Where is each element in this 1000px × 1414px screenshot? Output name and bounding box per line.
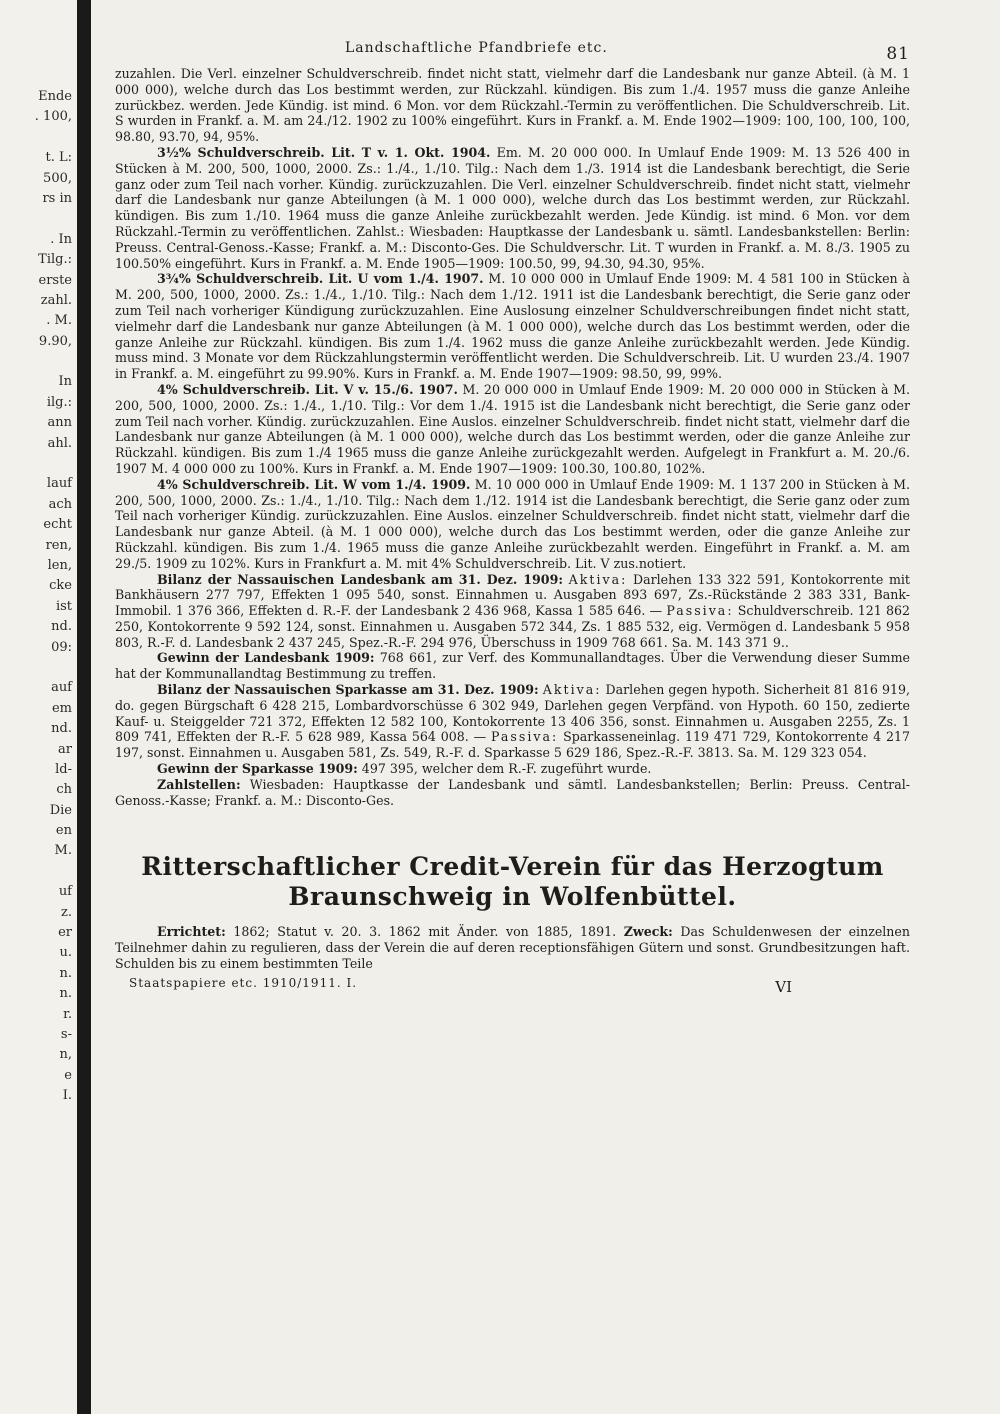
text-run: 1862; Statut v. 20. 3. 1862 mit Änder. von 1885, 1891. — [225, 924, 624, 940]
page-number: 81 — [886, 44, 910, 64]
document-page — [115, 30, 910, 996]
margin-fragment: ld- — [55, 761, 72, 777]
text-run: Em. M. 20 000 000. In Umlauf Ende 1909: M. 13 526 400 in Stücken à M. 200, 500, 1000, 2000. Zs.: 1./4., 1./10. Tilg.: Nach dem 1./3. 1914 ist die Landesbank berechtigt, die Serie ganz oder zum Teil nach vorher. Kündig. zurückzuzahlen. Die Verl. einzelner Schuldverschreib. findet nicht statt, vielmehr darf die Landesbank nur ganze Abteilungen (à M. 1 000 000), welche durch das Los bestimmt werden, zur Rückzahl. kündigen. Bis zum 1./10. 1964 muss die ganze Anleihe zurückbezahlt werden. Jede Kündig. ist mind. 6 Mon. vor dem Rückzahl.-Termin zu veröffentlichen. Zahlst.: Wiesbaden: Hauptkasse der Landesbank u. sämtl. Landesbankstellen: Berlin: Preuss. Central-Genoss.-Kasse; Frankf. a. M.: Disconto-Ges. Die Schuldverschr. Lit. T wurden in Frankf. a. M. 8./3. 1905 zu 100.50% eingeführt. Kurs in Frankf. a. M. Ende 1905—1909: 100.50, 99, 94.30, 94.30, 95%. — [115, 144, 910, 271]
margin-fragment: . M. — [46, 313, 72, 329]
margin-fragment — [0, 659, 76, 679]
paragraph-errichtet — [115, 924, 910, 971]
margin-fragment: In — [58, 374, 72, 390]
entry-heading: Bilanz der Nassauischen Landesbank am 31. Dez. 1909: — [157, 571, 563, 587]
margin-fragment: e — [64, 1067, 72, 1083]
sheet-number: VI — [775, 977, 792, 996]
entry-heading: Zweck: — [623, 924, 673, 940]
body-text — [115, 66, 910, 808]
paragraph-lit-s-continuation — [115, 66, 910, 145]
aktiva-label: Aktiva: — [568, 571, 628, 587]
margin-fragment: 500, — [43, 170, 72, 186]
section-title-line-2: Braunschweig in Wolfenbüttel. — [288, 882, 737, 912]
page-header — [115, 30, 910, 66]
text-run: M. 10 000 000 in Umlauf Ende 1909: M. 1 137 200 in Stücken à M. 200, 500, 1000, 2000. Zs.: 1./4., 1./10. Tilg.: Nach dem 1./12. 1914 ist die Landesbank berechtigt, die Serie ganz oder zum Teil nach vorheriger Kündig. zurückzuzahlen. Eine Auslos. einzelner Schuldverschreib. findet nicht statt, vielmehr darf die Landesbank nur ganze Abteil. (à M. 1 000 000), welche durch das Los bestimmt werden, oder die ganze Anleihe zur Rückzahl. kündigen. Bis zum 1./4. 1965 muss die ganze Anleihe zurückbezahlt werden. Eingeführt in Frankf. a. M. am 29./5. 1909 zu 102%. Kurs in Frankfurt a. M. mit 4% Schuldverschreib. Lit. V zus.notiert. — [115, 476, 910, 571]
margin-fragment: Ende — [38, 89, 72, 104]
margin-fragment: n. — [59, 965, 72, 981]
margin-fragment: rs in — [42, 190, 72, 206]
margin-fragment: I. — [62, 1088, 72, 1104]
binding-shadow — [77, 0, 91, 1414]
margin-fragment: echt — [43, 517, 72, 533]
margin-fragment: . In — [50, 231, 72, 247]
margin-fragment: er — [58, 925, 72, 941]
margin-fragment: u. — [59, 945, 72, 961]
aktiva-label: Aktiva: — [542, 682, 602, 698]
margin-fragment: zahl. — [40, 292, 72, 308]
margin-fragment: n, — [59, 1047, 72, 1063]
margin-fragment: ch — [56, 782, 72, 798]
paragraph-bilanz-sparkasse — [115, 682, 910, 761]
margin-fragment: ren, — [45, 537, 72, 553]
footer-signature: Staatspapiere etc. 1910/1911. I. — [129, 975, 358, 990]
text-run: Das Schuldenwesen der einzelnen Teilnehmer dahin zu regulieren, dass der Verein die auf deren receptionsfähigen Gütern und sonst. Grundbesitzungen haft. Schulden bis zu einem bestimmten Teile — [115, 924, 910, 972]
entry-heading: Bilanz der Nassauischen Sparkasse am 31. Dez. 1909: — [157, 682, 539, 698]
text-run: zuzahlen. Die Verl. einzelner Schuldverschreib. findet nicht statt, vielmehr darf die Landesbank nur ganze Abteil. (à M. 1 000 000), welche durch das Los bestimmt werden, zur Rückzahl. kündigen. Bis zum 1./4. 1957 muss die ganze Anleihe zurückbez. werden. Jede Kündig. ist mind. 6 Mon. vor dem Rückzahl.-Termin zu veröffentlichen. Die Schuldverschreib. Lit. S wurden in Frankf. a. M. am 24./12. 1902 zu 100% eingeführt. Kurs in Frankf. a. M. Ende 1902—1909: 100, 100, 100, 100, 98.80, 93.70, 94, 95%. — [115, 66, 910, 145]
margin-fragment — [0, 210, 76, 230]
margin-fragment: t. L: — [45, 150, 72, 166]
margin-fragment: ann — [47, 415, 72, 431]
entry-heading: 3½% Schuldverschreib. Lit. T v. 1. Okt. 1904. — [157, 144, 491, 160]
margin-fragment: nd. — [51, 619, 72, 635]
margin-fragment: M. — [54, 843, 72, 859]
paragraph-zahlstellen — [115, 777, 910, 809]
margin-fragment: ar — [58, 741, 72, 757]
page-gutter — [0, 0, 92, 1414]
paragraph-lit-v — [115, 382, 910, 477]
text-run: M. 10 000 000 in Umlauf Ende 1909: M. 4 581 100 in Stücken à M. 200, 500, 1000, 2000. Zs.: 1./4., 1./10. Tilg.: Nach dem 1./12. 1911 ist die Landesbank berechtigt, die Serie ganz oder zum Teil nach vorheriger Kündigung zurückzuzahlen. Eine Auslosung einzelner Schuldverschreibungen findet nicht statt, vielmehr darf die Landesbank nur ganze Abteilungen (à M. 1 000 000), welche durch das Los bestimmt werden, oder die ganze Anleihe zur Rückzahl. kündigen. Bis zum 1./4. 1962 muss die ganze Anleihe zurückbezahlt werden. Jede Kündig. muss mind. 3 Monate vor dem Rückzahlungstermin veröffentlicht werden. Die Schuldverschreib. Lit. U wurden 23./4. 1907 in Frankf. a. M. eingeführt zu 99.90%. Kurs in Frankf. a. M. Ende 1907—1909: 98.50, 99, 99%. — [115, 271, 910, 382]
margin-fragment — [0, 129, 76, 149]
page-footer — [115, 974, 910, 996]
entry-heading: 3¾% Schuldverschreib. Lit. U vom 1./4. 1907. — [157, 271, 484, 287]
margin-fragment: cke — [49, 578, 72, 594]
margin-fragment: lauf — [46, 476, 72, 492]
margin-fragment: em — [51, 700, 72, 716]
margin-fragment: Tilg.: — [38, 252, 72, 268]
passiva-label: Passiva: — [666, 603, 734, 619]
entry-heading: 4% Schuldverschreib. Lit. V v. 15./6. 1907. — [157, 381, 458, 397]
margin-fragment: en — [55, 823, 72, 839]
paragraph-gewinn-landesbank — [115, 650, 910, 682]
margin-fragment: erste — [38, 272, 72, 288]
text-run: Wiesbaden: Hauptkasse der Landesbank und sämtl. Landesbankstellen; Berlin: Preuss. Central-Genoss.-Kasse; Frankf. a. M.: Disconto-Ges. — [115, 776, 910, 808]
section-body — [115, 924, 910, 971]
margin-fragment: len, — [47, 557, 72, 573]
text-run: Schuldverschreib. 121 862 250, Kontokorrente 9 592 124, sonst. Einnahmen u. Ausgaben 572 344, Zs. 1 885 532, eig. Vermögen d. Landesbank 5 958 803, R.-F. d. Landesbank 2 437 245, Spez.-R.-F. 294 976, Überschuss in 1909 768 661. Sa. M. 143 371 9.. — [115, 603, 911, 650]
margin-fragment: s- — [60, 1026, 72, 1042]
text-run: Darlehen 133 322 591, Kontokorrente mit Bankhäusern 277 797, Effekten 1 095 540, sonst. Einnahmen u. Ausgaben 893 697, Zs.-Rückstände 2 383 331, Bank-Immobil. 1 376 366, Effekten d. R.-F. der Landesbank 2 436 968, Kassa 1 585 646. — — [115, 571, 910, 619]
section-title-line-1: Ritterschaftlicher Credit-Verein für das Herzogtum — [141, 852, 884, 882]
margin-fragment: ist — [55, 598, 72, 614]
margin-fragment: . 100, — [34, 109, 72, 125]
running-title: Landschaftliche Pfandbriefe etc. — [345, 40, 608, 56]
entry-heading: Errichtet: — [157, 924, 226, 940]
text-run: Darlehen gegen hypoth. Sicherheit 81 816 919, do. gegen Bürgschaft 6 428 215, Lombardvorschüsse 6 302 949, Darlehen gegen Verpfänd. von Hypoth. 60 150, zedierte Kauf- u. Steiggelder 721 372, Effekten 12 582 100, Kontokorrente 13 406 356, sonst. Einnahmen u. Ausgaben 2255, Zs. 1 809 741, Effekten der R.-F. 5 628 989, Kassa 564 008. — — [115, 682, 910, 745]
text-run: M. 20 000 000 in Umlauf Ende 1909: M. 20 000 000 in Stücken à M. 200, 500, 1000, 2000. Zs.: 1./4., 1./10. Tilg.: Vor dem 1./4. 1915 ist die Landesbank nicht berechtigt, die Serie ganz oder zum Teil nach vorher. Kündig. zurückzuzahlen. Eine Auslos. einzelner Schuldverschreib. findet nicht statt, vielmehr darf die Landesbank nur ganze Abteilungen (à M. 1 000 000), welche durch das Los bestimmt werden, oder die ganze Anleihe zur Rückzahl. kündigen. Bis zum 1./4 1965 muss die ganze Anleihe zurückgezahlt werden. Aufgelegt in Frankfurt a. M. 20./6. 1907 M. 4 000 000 zu 100%. Kurs in Frankf. a. M. Ende 1907—1909: 100.30, 100.80, 102%. — [115, 381, 910, 476]
margin-fragment — [0, 863, 76, 883]
paragraph-bilanz-landesbank — [115, 572, 910, 651]
entry-heading: 4% Schuldverschreib. Lit. W vom 1./4. 1909. — [157, 476, 471, 492]
margin-fragment: Die — [49, 802, 72, 818]
paragraph-lit-w — [115, 477, 910, 572]
margin-fragment: z. — [61, 904, 72, 920]
margin-fragment: ach — [48, 496, 72, 512]
paragraph-lit-u — [115, 271, 910, 382]
margin-fragment: r. — [63, 1006, 72, 1022]
margin-fragment: ilg.: — [46, 394, 72, 410]
margin-fragment: auf — [51, 680, 72, 696]
margin-fragment — [0, 353, 76, 373]
paragraph-lit-t — [115, 145, 910, 271]
margin-fragment: 9.90, — [38, 333, 72, 349]
text-run: 768 661, zur Verf. des Kommunallandtages. Über die Verwendung dieser Summe hat der Kommunallandtag Bestimmung zu treffen. — [115, 650, 910, 682]
margin-fragment — [0, 455, 76, 475]
passiva-label: Passiva: — [491, 729, 559, 745]
paragraph-gewinn-sparkasse — [115, 761, 910, 777]
margin-fragment: uf — [58, 884, 72, 900]
margin-fragment: ahl. — [47, 435, 72, 451]
adjacent-page-fragments — [0, 88, 76, 1108]
entry-heading: Gewinn der Sparkasse 1909: — [157, 761, 358, 777]
entry-heading: Zahlstellen: — [157, 776, 241, 792]
margin-fragment: n. — [59, 986, 72, 1002]
section-title — [115, 852, 910, 912]
entry-heading: Gewinn der Landesbank 1909: — [157, 650, 375, 666]
margin-fragment: 09: — [51, 639, 72, 655]
text-run: Sparkasseneinlag. 119 471 729, Kontokorrente 4 217 197, sonst. Einnahmen u. Ausgaben 581, Zs. 549, R.-F. d. Sparkasse 5 629 186, Spez.-R.-F. 3813. Sa. M. 129 323 054. — [115, 729, 910, 761]
margin-fragment: nd. — [51, 721, 72, 737]
text-run: 497 395, welcher dem R.-F. zugeführt wurde. — [357, 761, 652, 777]
